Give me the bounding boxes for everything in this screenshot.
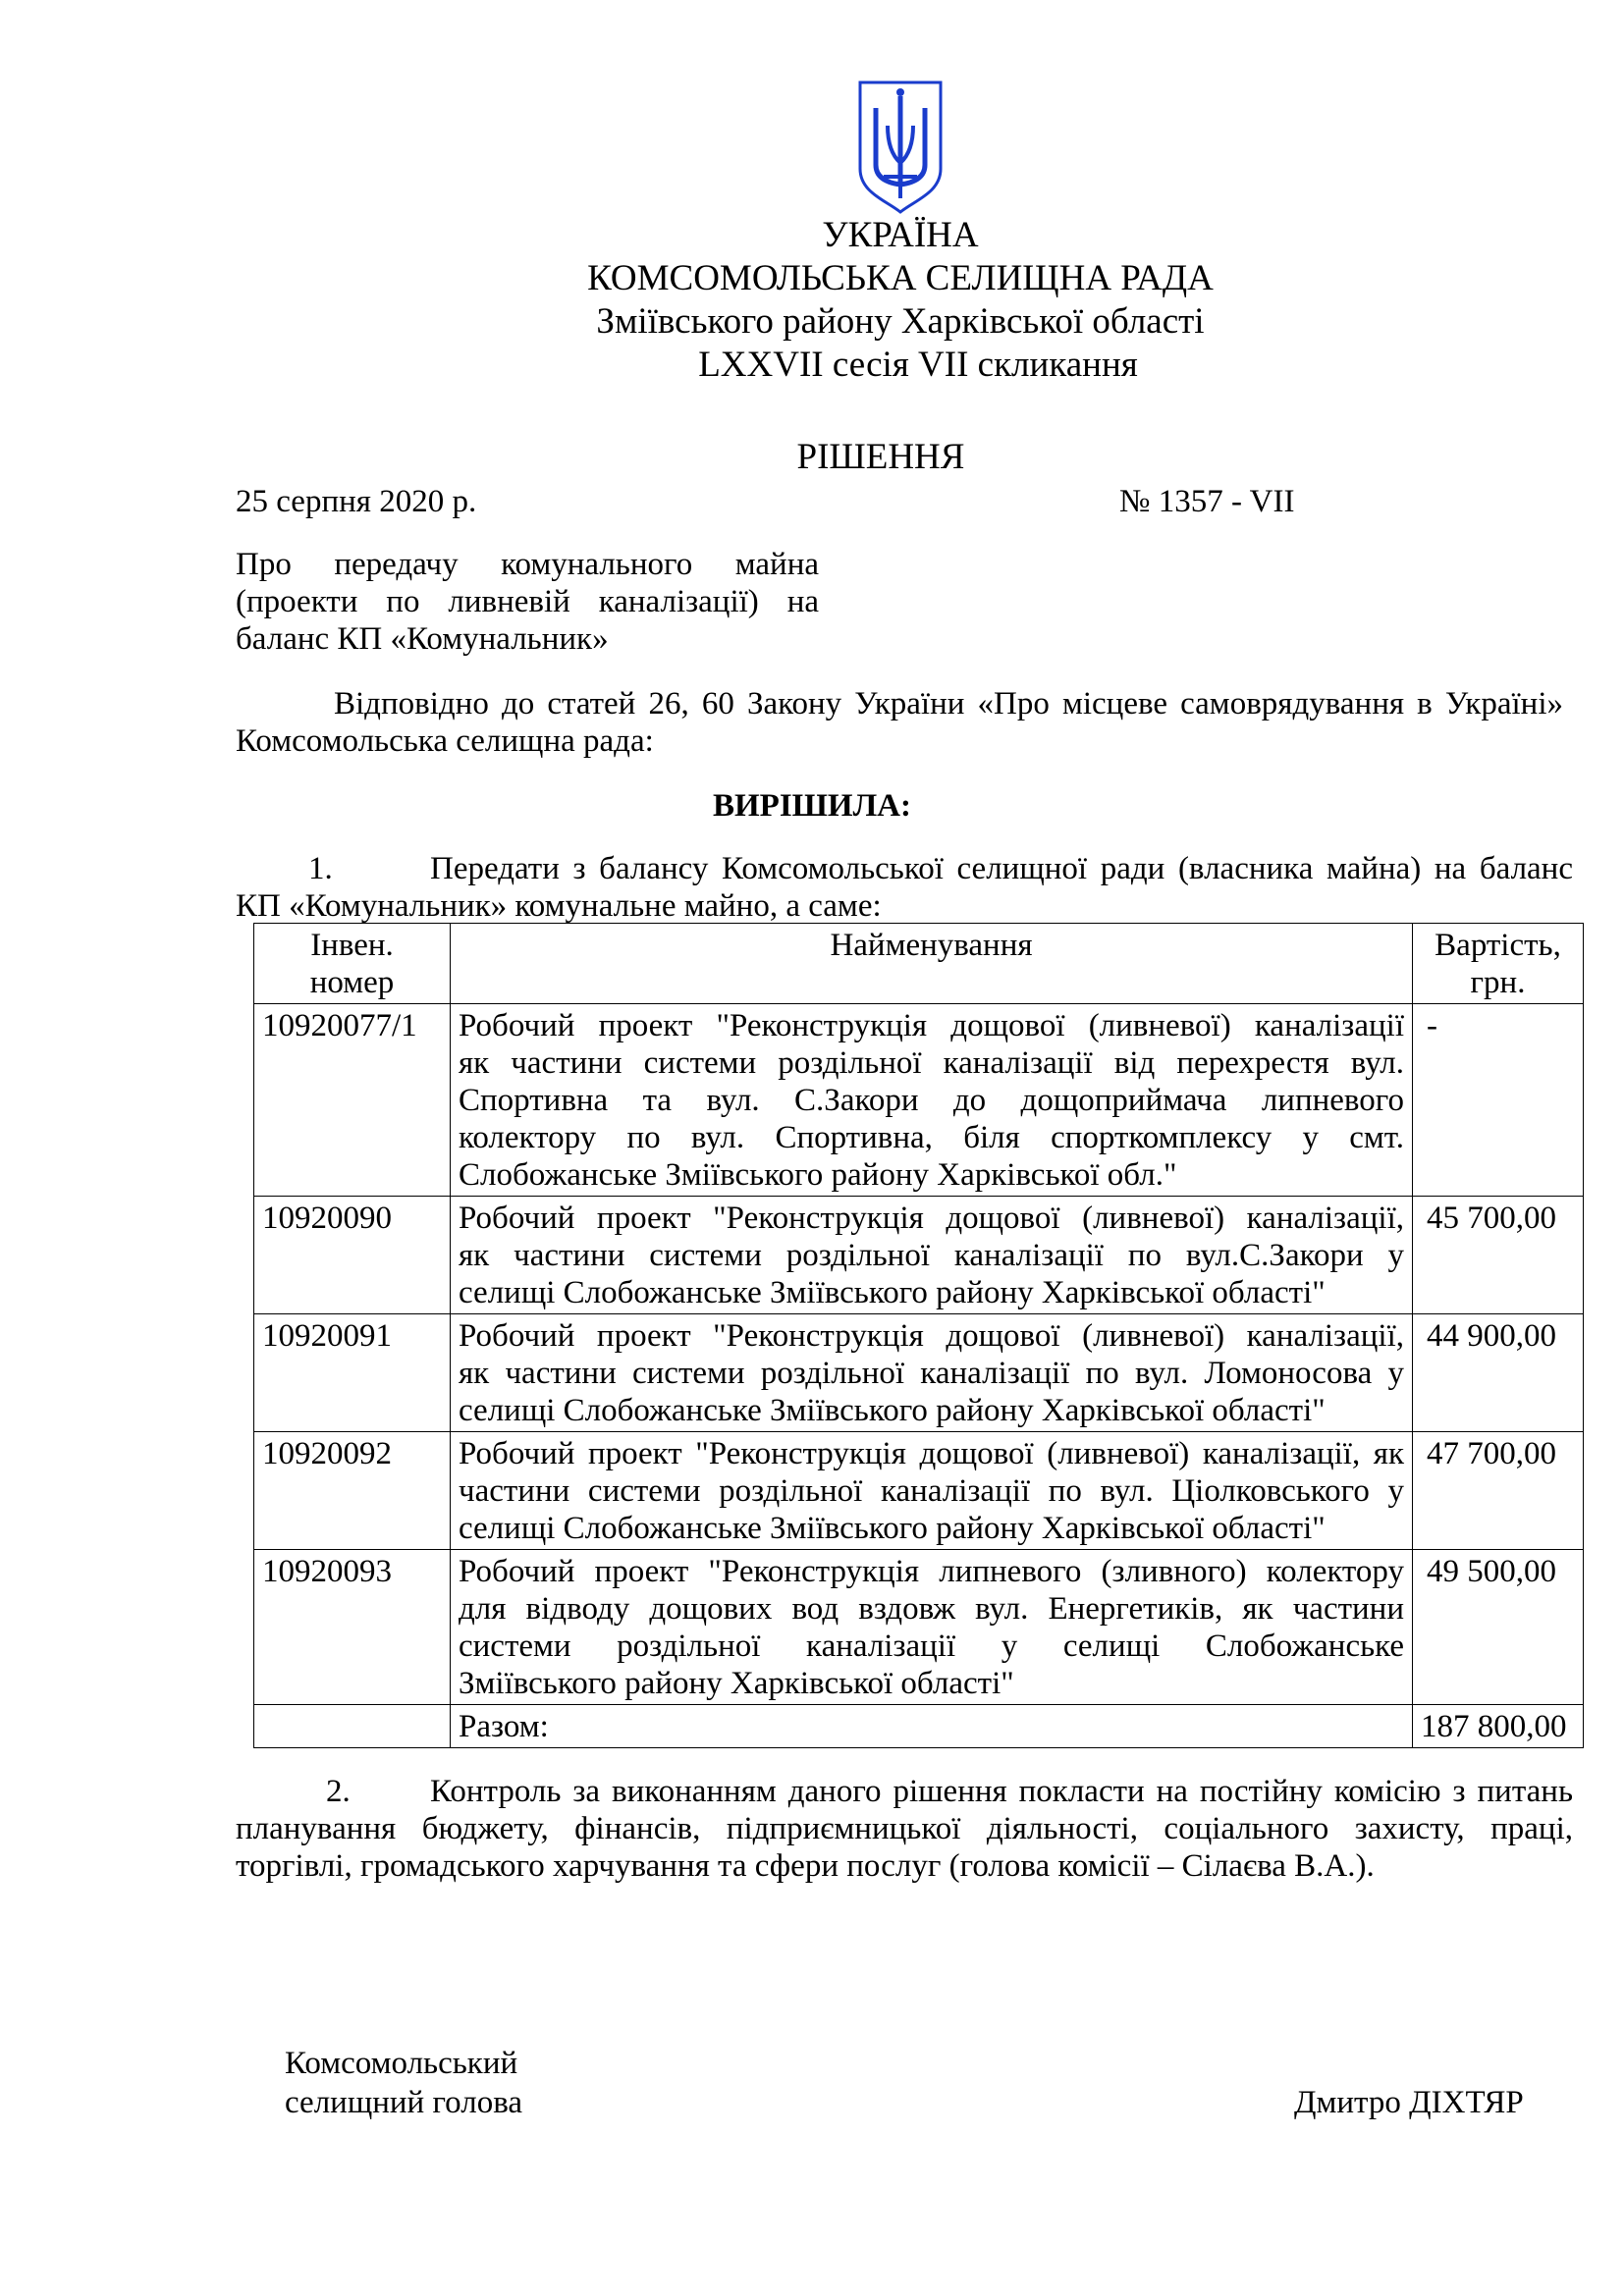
council-heading: КОМСОМОЛЬСЬКА СЕЛИЩНА РАДА: [587, 258, 1214, 298]
cell-name-line: як частини системи роздільної каналізації по вул. Ломоносова у: [459, 1356, 1404, 1391]
cell-name: [451, 1197, 1413, 1314]
item-2-line: планування бюджету, фінансів, підприємницької діяльності, соціального захисту, праці,: [236, 1811, 1573, 1846]
cell-name: [451, 1314, 1413, 1432]
cell-name-line: як частини системи роздільної каналізації від перехрестя вул.: [459, 1045, 1404, 1081]
total-label: Разом:: [451, 1705, 1413, 1748]
item-1-line: КП «Комунальник» комунальне майно, а саме:: [236, 888, 882, 924]
cell-inventory-number: 10920091: [254, 1314, 451, 1432]
header-inv-line: номер: [309, 965, 395, 1000]
subject-line: (проекти по ливневій каналізації) на: [236, 584, 819, 619]
district-heading: Зміївського району Харківської області: [596, 301, 1205, 342]
cell-name-line: Спортивна та вул. С.Закори до дощоприймача липневого: [459, 1083, 1404, 1118]
header-cost: [1413, 924, 1584, 1004]
cell-inventory-number: 10920077/1: [254, 1004, 451, 1197]
cell-name-line: селищі Слобожанське Зміївського району Харківської області": [459, 1511, 1326, 1546]
cell-name-line: Робочий проект "Реконструкція дощової (ливневої) каналізації,: [459, 1318, 1404, 1354]
header-cost-line: Вартість,: [1435, 928, 1561, 963]
session-heading: LXXVII сесія VII скликання: [698, 345, 1138, 385]
header-cost-line: грн.: [1470, 965, 1526, 1000]
cell-name: [451, 1004, 1413, 1197]
table-header-row: [254, 924, 1584, 1004]
preamble-line: Відповідно до статей 26, 60 Закону України «Про місцеве самоврядування в Україні»: [334, 686, 1563, 721]
cell-name-line: Робочий проект "Реконструкція липневого (зливного) колектору: [459, 1554, 1404, 1589]
table-row: [254, 1432, 1584, 1550]
item-2: [236, 1773, 1573, 1885]
subject-line: баланс КП «Комунальник»: [236, 621, 609, 657]
signatory-title-line: селищний голова: [285, 2085, 523, 2120]
cell-name-line: колектору по вул. Спортивна, біля спорткомплексу у смт.: [459, 1120, 1404, 1155]
country-heading: УКРАЇНА: [822, 215, 979, 255]
cell-name-line: як частини системи роздільної каналізації по вул.С.Закори у: [459, 1238, 1404, 1273]
cell-name-line: системи роздільної каналізації у селищі Слобожанське: [459, 1629, 1404, 1664]
cell-name: [451, 1432, 1413, 1550]
cell-empty: [254, 1705, 451, 1748]
item-1-line: Передати з балансу Комсомольської селищної ради (власника майна) на баланс: [430, 851, 1573, 886]
document-date: 25 серпня 2020 р.: [236, 484, 477, 519]
signatory-title: [285, 2044, 522, 2122]
document-type: РІШЕННЯ: [796, 437, 965, 477]
table-row: [254, 1197, 1584, 1314]
cell-name-line: Зміївського району Харківської області": [459, 1666, 1014, 1701]
property-table: [253, 923, 1584, 1748]
preamble-line: Комсомольська селищна рада:: [236, 723, 654, 759]
ukraine-coat-of-arms-icon: [856, 79, 945, 216]
document-number: № 1357 - VII: [1119, 484, 1295, 519]
table-row: [254, 1314, 1584, 1432]
cell-cost: -: [1413, 1004, 1584, 1197]
cell-name-line: селищі Слобожанське Зміївського району Харківської області": [459, 1275, 1326, 1310]
cell-name-line: Робочий проект "Реконструкція дощової (ливневої) каналізації,: [459, 1201, 1404, 1236]
table-total-row: [254, 1705, 1584, 1748]
cell-inventory-number: 10920092: [254, 1432, 451, 1550]
header-inventory-number: [254, 924, 451, 1004]
resolved-heading: ВИРІШИЛА:: [713, 788, 911, 824]
signatory-title-line: Комсомольський: [285, 2046, 518, 2081]
cell-name-line: Робочий проект "Реконструкція дощової (ливневої) каналізації: [459, 1008, 1404, 1043]
cell-inventory-number: 10920093: [254, 1550, 451, 1705]
cell-name: [451, 1550, 1413, 1705]
cell-name-line: частини системи роздільної каналізації по вул. Ціолковського у: [459, 1473, 1404, 1509]
signatory-name: Дмитро ДІХТЯР: [1294, 2085, 1524, 2120]
item-2-number: 2.: [326, 1774, 351, 1809]
item-1-number: 1.: [308, 851, 333, 886]
cell-cost: 47 700,00: [1413, 1432, 1584, 1550]
cell-name-line: для відводу дощових вод вздовж вул. Енергетиків, як частини: [459, 1591, 1404, 1627]
header-inv-line: Інвен.: [310, 928, 394, 963]
cell-inventory-number: 10920090: [254, 1197, 451, 1314]
item-1: [236, 850, 1573, 925]
cell-name-line: Слобожанське Зміївського району Харківської обл.": [459, 1157, 1177, 1193]
item-2-line: торгівлі, громадського харчування та сфери послуг (голова комісії – Сілаєва В.А.).: [236, 1848, 1375, 1884]
table-row: [254, 1550, 1584, 1705]
cell-cost: 44 900,00: [1413, 1314, 1584, 1432]
document-subject: [236, 546, 819, 658]
total-value: 187 800,00: [1413, 1705, 1584, 1748]
table-row: [254, 1004, 1584, 1197]
cell-name-line: селищі Слобожанське Зміївського району Харківської області": [459, 1393, 1326, 1428]
cell-name-line: Робочий проект "Реконструкція дощової (ливневої) каналізації, як: [459, 1436, 1404, 1471]
header-name: Найменування: [451, 924, 1413, 1004]
subject-line: Про передачу комунального майна: [236, 547, 819, 582]
item-2-line: Контроль за виконанням даного рішення покласти на постійну комісію з питань: [430, 1774, 1573, 1809]
cell-cost: 45 700,00: [1413, 1197, 1584, 1314]
cell-cost: 49 500,00: [1413, 1550, 1584, 1705]
preamble: [236, 685, 1563, 760]
